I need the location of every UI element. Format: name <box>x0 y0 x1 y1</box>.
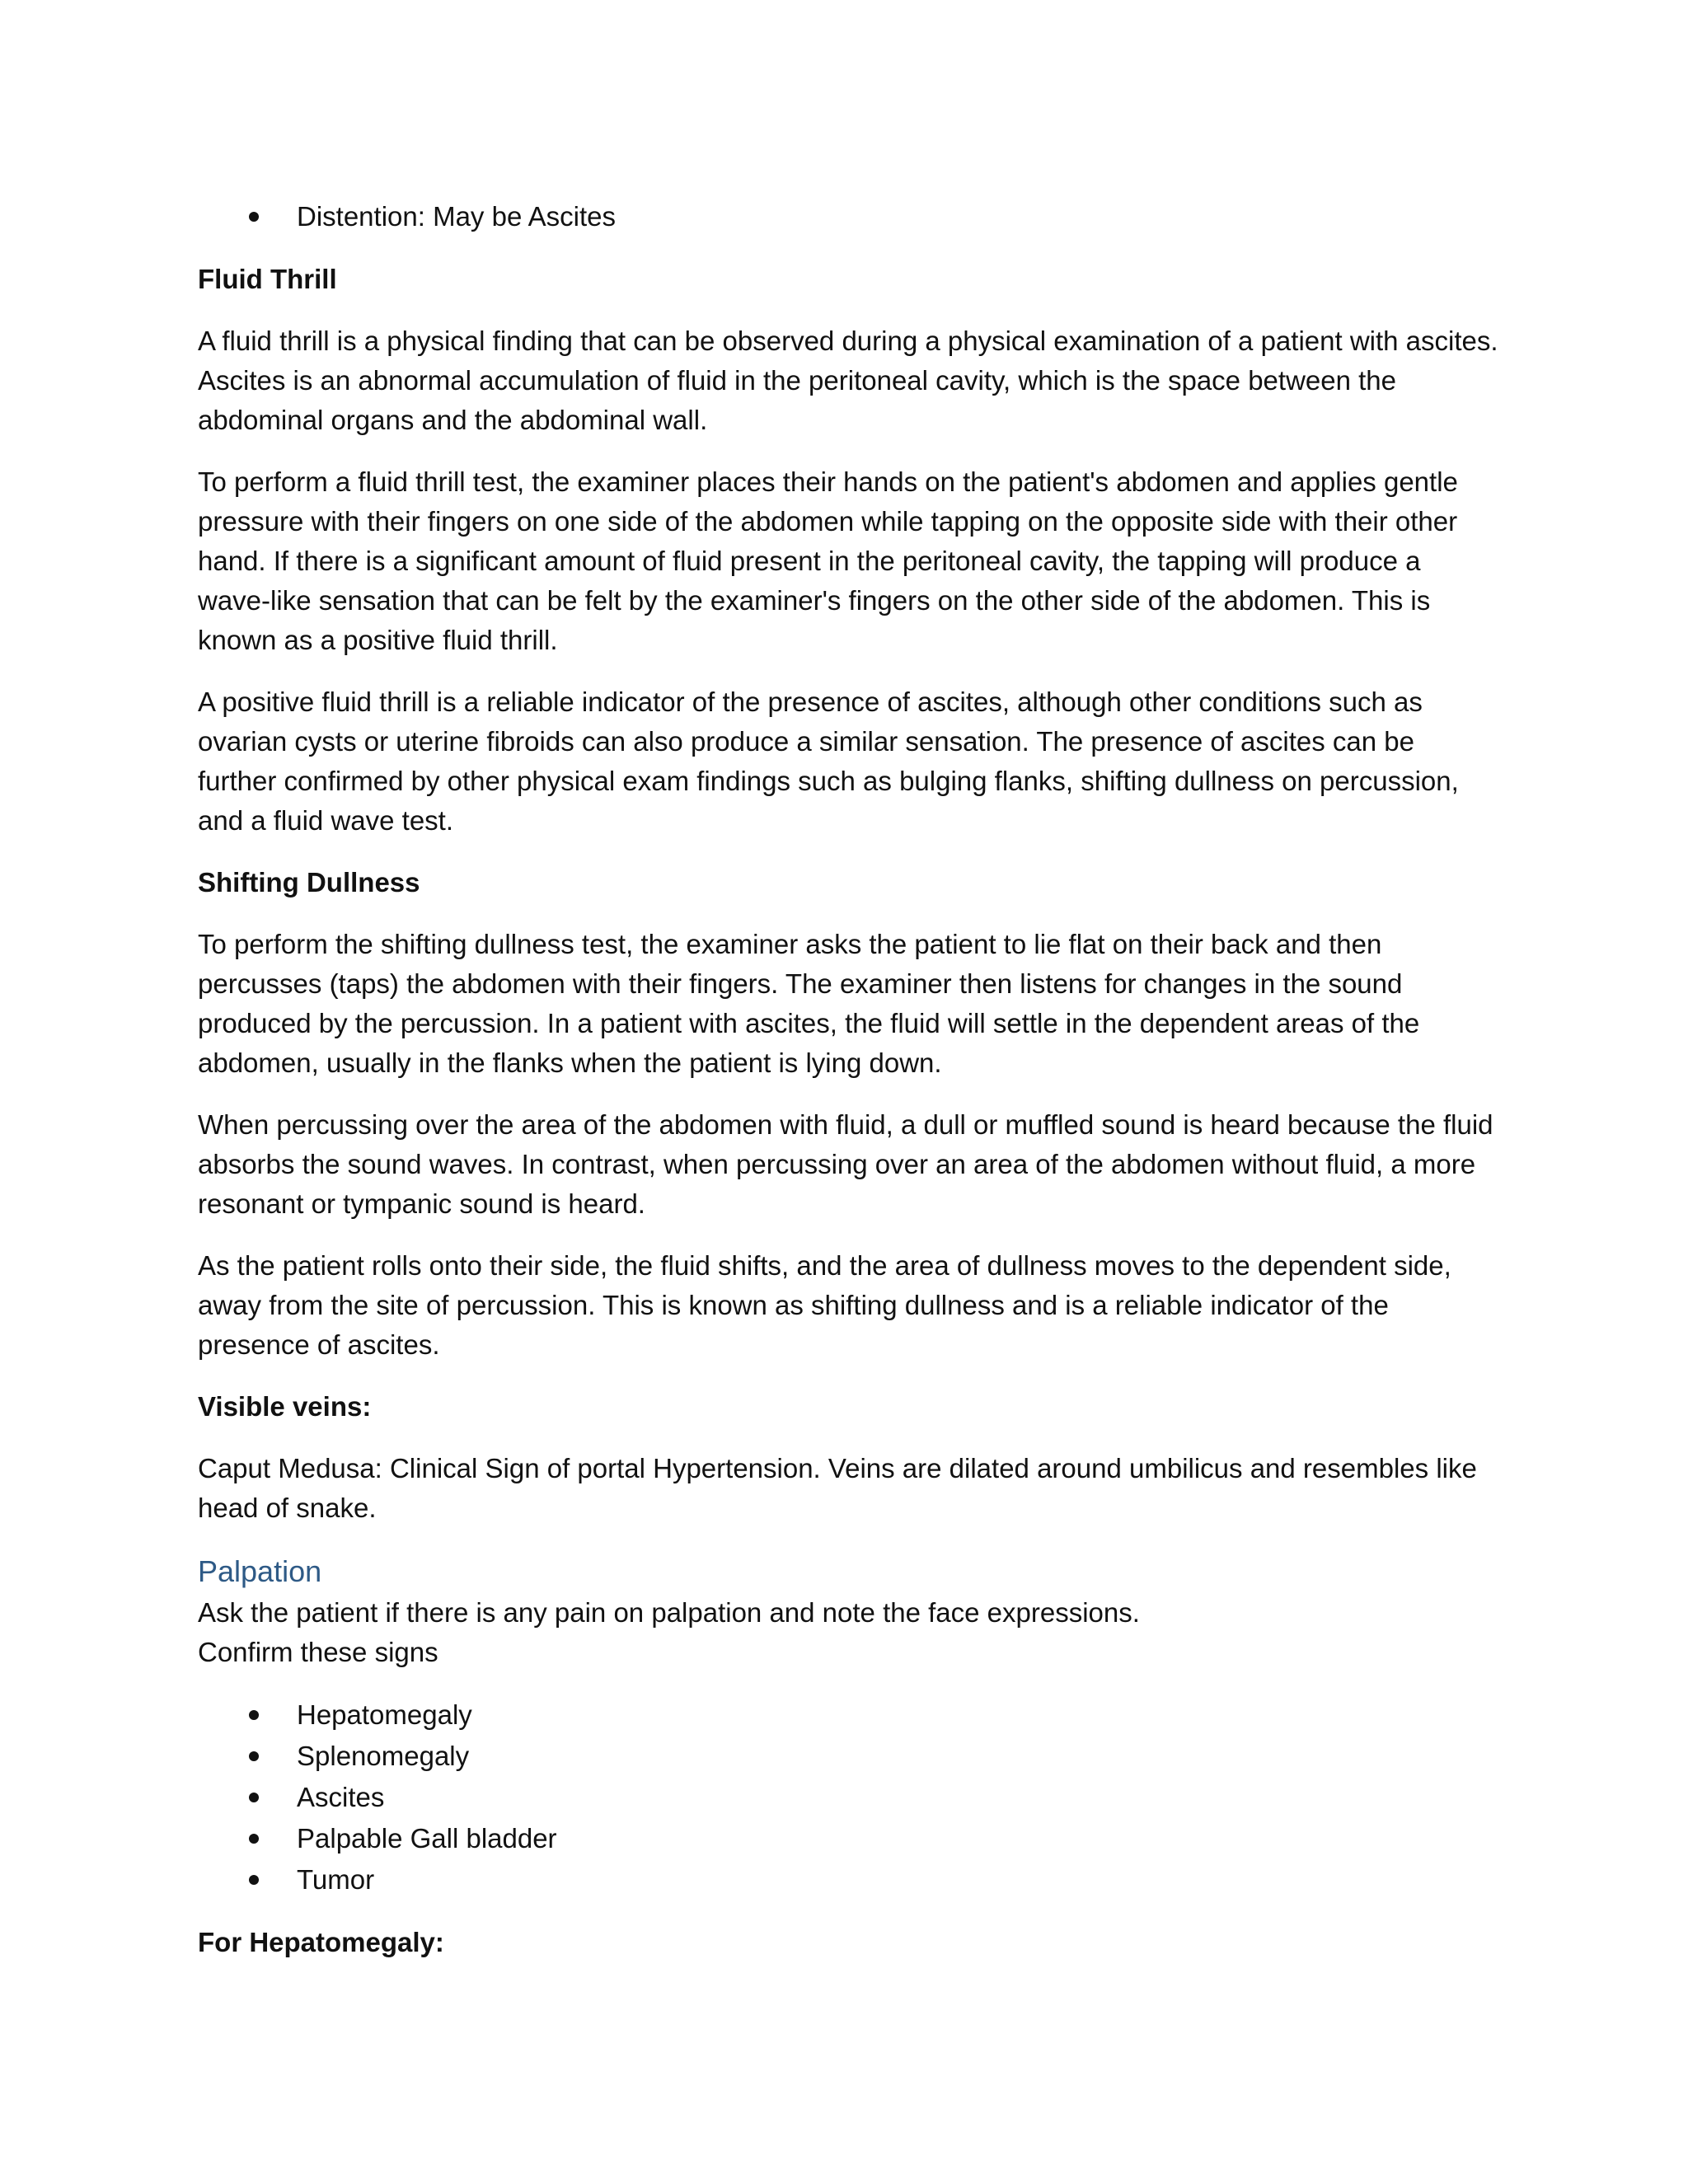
list-item <box>198 1818 1500 1859</box>
shifting-dullness-heading: Shifting Dullness <box>198 867 420 898</box>
list-item <box>198 1777 1500 1818</box>
list-item-text: Palpable Gall bladder <box>297 1823 557 1854</box>
document-page <box>198 196 1500 1985</box>
shifting-dullness-paragraph-2: When percussing over the area of the abdomen with fluid, a dull or muffled sound is heard because the fluid absorbs the sound waves. In contrast, when percussing over an area of the abdomen without fluid, a more resonant or tympanic sound is heard. <box>198 1109 1493 1219</box>
shifting-dullness-paragraph-1: To perform the shifting dullness test, the examiner asks the patient to lie flat on their back and then percusses (taps) the abdomen with their fingers. The examiner then listens for changes in the sound produced by the percussion. In a patient with ascites, the fluid will settle in the dependent areas of the abdomen, usually in the flanks when the patient is lying down. <box>198 929 1420 1078</box>
palpation-line-1: Ask the patient if there is any pain on palpation and note the face expressions. <box>198 1597 1140 1628</box>
list-item-text: Tumor <box>297 1864 375 1895</box>
fluid-thrill-heading: Fluid Thrill <box>198 264 337 294</box>
list-item <box>198 1694 1500 1736</box>
list-item <box>198 196 1500 237</box>
distention-list <box>198 196 1500 237</box>
list-item-text: Distention: May be Ascites <box>297 201 617 232</box>
hepatomegaly-heading: For Hepatomegaly: <box>198 1927 444 1957</box>
bullet-icon <box>249 1793 259 1802</box>
fluid-thrill-paragraph-1: A fluid thrill is a physical finding that can be observed during a physical examination of a patient with ascites. Ascites is an abnormal accumulation of fluid in the peritoneal cavity, which is the space between the abdominal organs and the abdominal wall. <box>198 326 1498 435</box>
list-item <box>198 1859 1500 1900</box>
list-item-text: Splenomegaly <box>297 1741 470 1771</box>
bullet-icon <box>249 1751 259 1761</box>
fluid-thrill-paragraph-3: A positive fluid thrill is a reliable indicator of the presence of ascites, although other conditions such as ovarian cysts or uterine fibroids can also produce a similar sensation. The presence of ascites can be further confirmed by other physical exam findings such as bulging flanks, shifting dullness on percussion, and a fluid wave test. <box>198 687 1459 836</box>
palpation-signs-list <box>198 1694 1500 1900</box>
list-item <box>198 1736 1500 1777</box>
palpation-heading: Palpation <box>198 1554 322 1588</box>
list-item-text: Ascites <box>297 1782 385 1812</box>
bullet-icon <box>249 1834 259 1844</box>
palpation-line-2: Confirm these signs <box>198 1637 438 1667</box>
bullet-icon <box>249 1710 259 1720</box>
visible-veins-paragraph: Caput Medusa: Clinical Sign of portal Hypertension. Veins are dilated around umbilicus and resembles like head of snake. <box>198 1453 1477 1523</box>
bullet-icon <box>249 212 259 222</box>
list-item-text: Hepatomegaly <box>297 1699 472 1730</box>
visible-veins-heading: Visible veins: <box>198 1391 372 1422</box>
shifting-dullness-paragraph-3: As the patient rolls onto their side, the fluid shifts, and the area of dullness moves to the dependent side, away from the site of percussion. This is known as shifting dullness and is a reliable indicator of the presence of ascites. <box>198 1250 1451 1360</box>
fluid-thrill-paragraph-2: To perform a fluid thrill test, the examiner places their hands on the patient's abdomen and applies gentle pressure with their fingers on one side of the abdomen while tapping on the opposite side with their other hand. If there is a significant amount of fluid present in the peritoneal cavity, the tapping will produce a wave-like sensation that can be felt by the examiner's fingers on the other side of the abdomen. This is known as a positive fluid thrill. <box>198 466 1458 655</box>
bullet-icon <box>249 1875 259 1885</box>
